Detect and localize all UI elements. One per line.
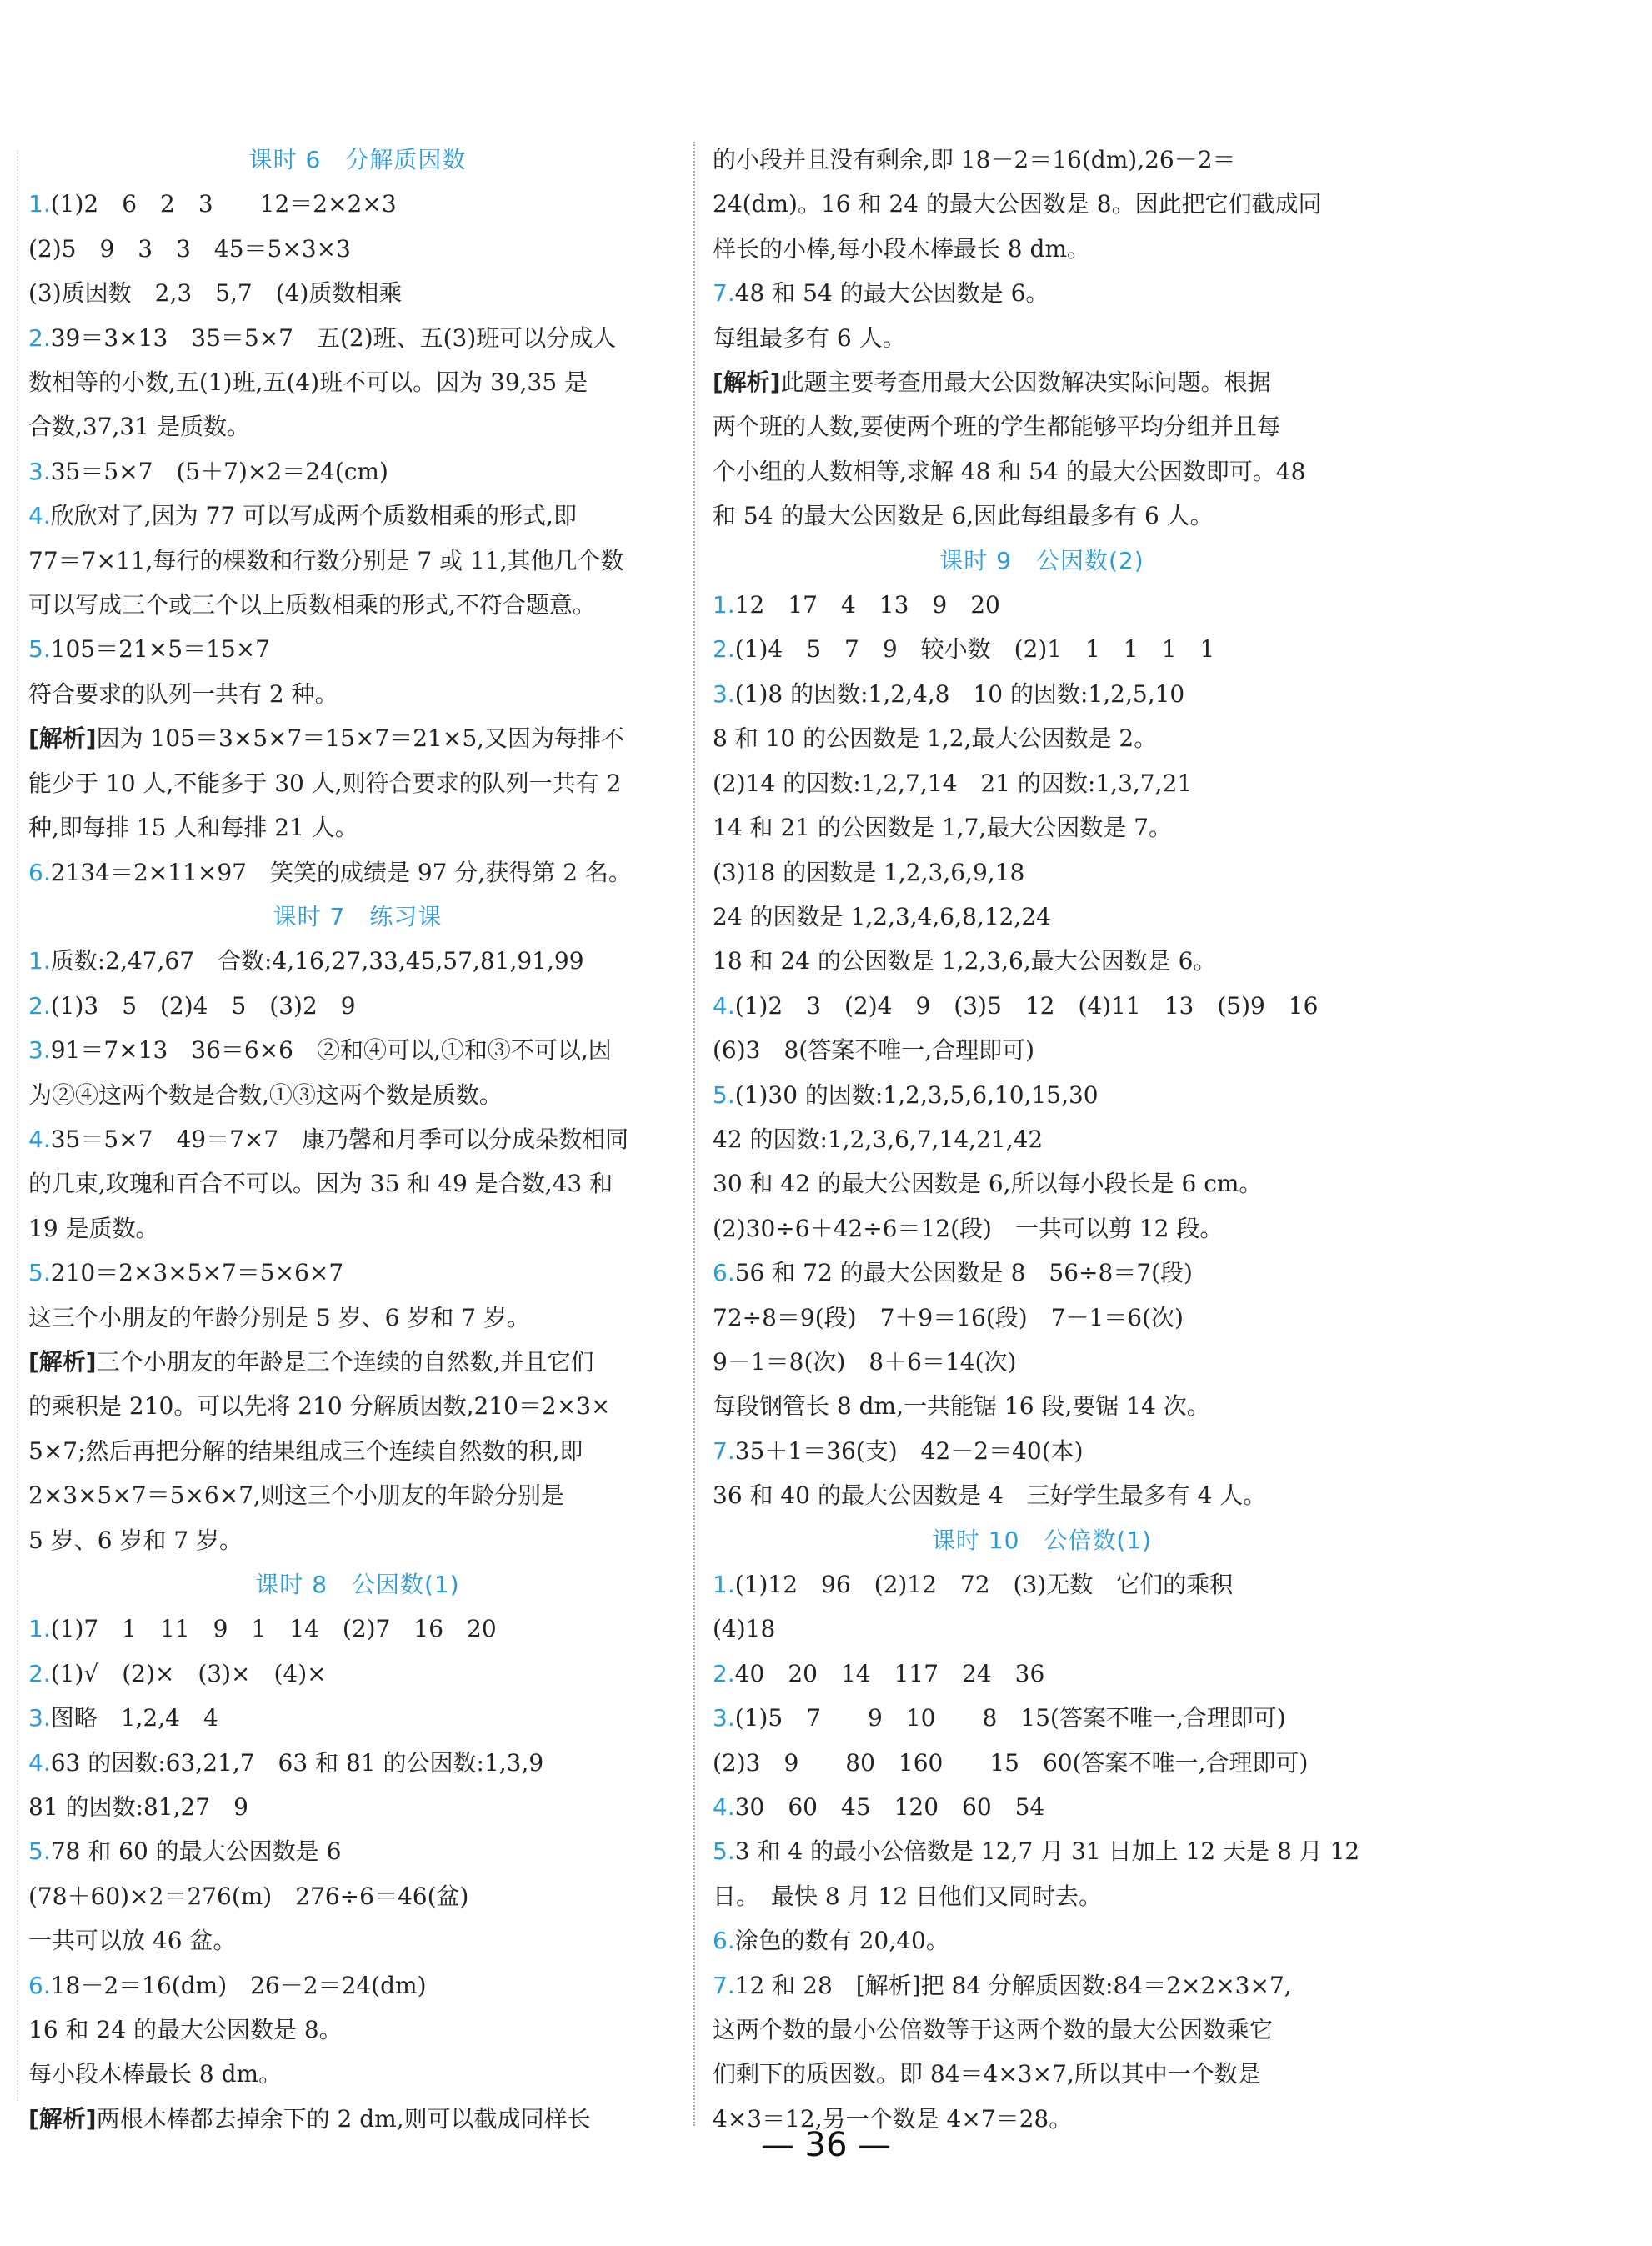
answer-line [713,1251,1371,1295]
answer-text: (1)8 的因数:1,2,4,8 10 的因数:1,2,5,10 [734,679,1185,708]
answer-text: 24(dm)。16 和 24 的最大公因数是 8。因此把它们截成同 [713,190,1322,218]
question-number: 3. [713,1704,735,1732]
answer-line [713,494,1371,538]
answer-text: 18 和 24 的公因数是 1,2,3,6,最大公因数是 6。 [713,947,1217,975]
answer-line [713,1829,1371,1873]
answer-line [713,1785,1371,1829]
answer-line [28,539,687,583]
answer-text: (1)2 6 2 3 12＝2×2×3 [50,190,397,218]
answer-text: (1)12 96 (2)12 72 (3)无数 它们的乘积 [734,1571,1234,1598]
answer-text: 36 和 40 的最大公因数是 4 三好学生最多有 4 人。 [713,1481,1267,1510]
question-number: 2. [28,323,51,352]
lesson-heading [28,138,687,182]
answer-text: (3)质因数 2,3 5,7 (4)质数相乘 [28,279,403,308]
answer-text: 9－1＝8(次) 8＋6＝14(次) [713,1347,1017,1376]
answer-line [28,716,687,760]
answer-line [713,583,1371,627]
answer-line [28,2052,687,2096]
answer-text: (2)3 9 80 160 15 60(答案不唯一,合理即可) [713,1748,1309,1777]
answer-line [28,1206,687,1251]
question-number: 2. [713,635,735,664]
answer-line [713,1384,1371,1428]
answer-text: (1)4 5 7 9 较小数 (2)1 1 1 1 1 [734,635,1215,664]
answer-line [28,1696,687,1740]
answer-text: (78＋60)×2＝276(m) 276÷6＝46(盆) [28,1882,469,1910]
answer-text: 2134＝2×11×97 笑笑的成绩是 97 分,获得第 2 名。 [50,858,632,886]
answer-line [713,1696,1371,1740]
answer-line [28,1874,687,1918]
answer-text: 35＋1＝36(支) 42－2＝40(本) [734,1436,1084,1465]
heading-text: 课时 8 公因数(1) [255,1571,460,1598]
analysis-tag: [解析] [713,368,781,397]
answer-text: (2)14 的因数:1,2,7,14 21 的因数:1,3,7,21 [713,769,1193,797]
answer-text: 一共可以放 46 盆。 [28,1927,237,1955]
answer-text: 30 60 45 120 60 54 [734,1793,1045,1822]
analysis-tag: [解析] [28,2104,97,2133]
answer-line [28,1607,687,1651]
answer-line [713,1296,1371,1340]
answer-text: 每段钢管长 8 dm,一共能锯 16 段,要锯 14 次。 [713,1392,1210,1421]
answer-line [28,1028,687,1072]
answer-line [713,1741,1371,1785]
answer-text: 210＝2×3×5×7＝5×6×7 [50,1259,344,1287]
answer-text: 77＝7×11,每行的棵数和行数分别是 7 或 11,其他几个数 [28,546,624,574]
answer-text: 63 的因数:63,21,7 63 和 81 的公因数:1,3,9 [50,1748,544,1777]
answer-line [28,360,687,404]
answer-line [713,1963,1371,2008]
answer-line [713,1340,1371,1384]
heading-text: 课时 7 练习课 [273,902,443,930]
answer-text: 24 的因数是 1,2,3,4,6,8,12,24 [713,902,1051,930]
answer-line [713,805,1371,850]
answer-text: (2)5 9 3 3 45＝5×3×3 [28,234,351,263]
answer-line [28,1384,687,1428]
answer-line [28,316,687,360]
answer-text: 81 的因数:81,27 9 [28,1793,248,1822]
answer-text: 和 54 的最大公因数是 6,因此每组最多有 6 人。 [713,502,1214,530]
answer-line [28,627,687,671]
question-number: 2. [713,1659,735,1687]
answer-text: 能少于 10 人,不能多于 30 人,则符合要求的队列一共有 2 [28,769,622,797]
answer-text: 48 和 54 的最大公因数是 6。 [734,279,1049,308]
answer-line [713,449,1371,494]
answer-line [713,1073,1371,1117]
answer-text: 35＝5×7 49＝7×7 康乃馨和月季可以分成朵数相同 [50,1125,629,1153]
question-number: 6. [28,1971,51,1999]
answer-line [713,761,1371,805]
answer-text: (1)7 1 11 9 1 14 (2)7 16 20 [50,1615,497,1643]
answer-line [28,672,687,716]
answer-line [28,1963,687,2008]
answer-text: 91＝7×13 36＝6×6 ②和④可以,①和③不可以,因 [50,1036,612,1065]
question-number: 2. [28,1659,51,1687]
answer-line [713,716,1371,760]
answer-line [713,895,1371,939]
answer-line [28,1296,687,1340]
answer-text: 14 和 21 的公因数是 1,7,最大公因数是 7。 [713,814,1173,842]
answer-text: 的小段并且没有剩余,即 18－2＝16(dm),26－2＝ [713,146,1236,173]
answer-line [28,449,687,494]
analysis-tag: [解析] [28,724,97,753]
question-number: 7. [713,279,735,308]
answer-line [28,1429,687,1473]
answer-line [28,404,687,449]
answer-line [28,1340,687,1384]
answer-text: (4)18 [713,1615,776,1643]
answer-text: 图略 1,2,4 4 [50,1704,218,1732]
answer-line [713,182,1371,226]
answer-text: 42 的因数:1,2,3,6,7,14,21,42 [713,1125,1044,1153]
answer-text: 两个班的人数,要使两个班的学生都能够平均分组并且每 [713,413,1280,441]
answer-text: 40 20 14 117 24 36 [734,1659,1045,1687]
heading-text: 课时 10 公倍数(1) [931,1526,1153,1554]
answer-text: (1)2 3 (2)4 9 (3)5 12 (4)11 13 (5)9 16 [734,991,1319,1020]
answer-text: 16 和 24 的最大公因数是 8。 [28,2016,343,2044]
answer-line [28,494,687,538]
question-number: 4. [713,991,735,1020]
answer-line [713,2008,1371,2052]
answer-text: 105＝21×5＝15×7 [50,635,270,664]
answer-line [28,850,687,895]
answer-line [713,939,1371,983]
answer-text: 每组最多有 6 人。 [713,323,906,352]
question-number: 1. [28,190,51,218]
answer-text: (6)3 8(答案不唯一,合理即可) [713,1036,1035,1065]
question-number: 7. [713,1436,735,1465]
question-number: 3. [28,1704,51,1732]
answer-line [713,404,1371,449]
right-column [713,138,1371,2141]
answer-text: (3)18 的因数是 1,2,3,6,9,18 [713,858,1025,886]
answer-text: 可以写成三个或三个以上质数相乘的形式,不符合题意。 [28,591,596,619]
question-number: 3. [28,457,51,485]
answer-line [713,1918,1371,1963]
answer-text: 种,即每排 15 人和每排 21 人。 [28,814,358,842]
answer-text: 的几束,玫瑰和百合不可以。因为 35 和 49 是合数,43 和 [28,1170,613,1198]
answer-line [28,1785,687,1829]
answer-text: (1)30 的因数:1,2,3,5,6,10,15,30 [734,1080,1099,1109]
answer-line [713,1028,1371,1072]
answer-line [713,1429,1371,1473]
answer-text: 为②④这两个数是合数,①③这两个数是质数。 [28,1080,503,1109]
lesson-heading [28,1562,687,1607]
answer-line [713,984,1371,1028]
question-number: 6. [713,1927,735,1955]
question-number: 4. [713,1793,735,1822]
answer-line [28,583,687,627]
answer-text: 们剩下的质因数。即 84＝4×3×7,所以其中一个数是 [713,2060,1261,2088]
answer-line [713,1874,1371,1918]
answer-text: 2×3×5×7＝5×6×7,则这三个小朋友的年龄分别是 [28,1481,564,1510]
answer-text: (1)3 5 (2)4 5 (3)2 9 [50,991,356,1020]
question-number: 1. [713,1571,735,1598]
answer-line [713,627,1371,671]
answer-text: 两根木棒都去掉余下的 2 dm,则可以截成同样长 [96,2104,591,2133]
answer-line [713,1473,1371,1517]
answer-text: 5 岁、6 岁和 7 岁。 [28,1526,243,1554]
answer-line [713,672,1371,716]
answer-text: 5×7;然后再把分解的结果组成三个连续自然数的积,即 [28,1436,583,1465]
left-column [28,138,687,2141]
answer-text: 18－2＝16(dm) 26－2＝24(dm) [50,1971,427,1999]
answer-text: 样长的小棒,每小段木棒最长 8 dm。 [713,234,1090,263]
question-number: 7. [713,1971,735,1999]
answer-text: 30 和 42 的最大公因数是 6,所以每小段长是 6 cm。 [713,1170,1263,1198]
answer-line [28,227,687,271]
answer-text: 合数,37,31 是质数。 [28,413,250,441]
heading-text: 课时 9 公因数(2) [939,546,1144,574]
answer-line [713,316,1371,360]
answer-line [28,2008,687,2052]
answer-line [713,1562,1371,1607]
answer-text: 数相等的小数,五(1)班,五(4)班不可以。因为 39,35 是 [28,368,588,397]
question-number: 4. [28,502,51,530]
answer-line [28,1518,687,1562]
heading-text: 课时 6 分解质因数 [248,146,467,173]
question-number: 1. [28,1615,51,1643]
answer-text: 78 和 60 的最大公因数是 6 [50,1837,342,1866]
answer-text: (1)5 7 9 10 8 15(答案不唯一,合理即可) [734,1704,1286,1732]
lesson-heading [713,1518,1371,1562]
answer-line [28,761,687,805]
answer-line [28,182,687,226]
question-number: 6. [28,858,51,886]
answer-text: 符合要求的队列一共有 2 种。 [28,679,338,708]
question-number: 5. [713,1080,735,1109]
question-number: 4. [28,1748,51,1777]
answer-text: 此题主要考查用最大公因数解决实际问题。根据 [780,368,1271,397]
answer-line [28,984,687,1028]
question-number: 1. [28,947,51,975]
answer-text: (2)30÷6＋42÷6＝12(段) 一共可以剪 12 段。 [713,1214,1224,1242]
answer-text: 涂色的数有 20,40。 [734,1927,949,1955]
answer-text: 72÷8＝9(段) 7＋9＝16(段) 7－1＝6(次) [713,1303,1184,1331]
column-divider [693,142,695,2126]
answer-line [28,1473,687,1517]
answer-text: 这两个数的最小公倍数等于这两个数的最大公因数乘它 [713,2016,1274,2044]
answer-line [28,805,687,850]
answer-line [28,1829,687,1873]
answer-line [713,1161,1371,1206]
question-number: 2. [28,991,51,1020]
answer-line [713,1117,1371,1161]
lesson-heading [713,539,1371,583]
answer-text: 39＝3×13 35＝5×7 五(2)班、五(3)班可以分成人 [50,323,617,352]
question-number: 1. [713,591,735,619]
question-number: 3. [713,679,735,708]
answer-text: 56 和 72 的最大公因数是 8 56÷8＝7(段) [734,1259,1193,1287]
answer-line [713,1607,1371,1651]
answer-text: 因为 105＝3×5×7＝15×7＝21×5,又因为每排不 [96,724,625,753]
answer-line [713,138,1371,182]
answer-text: 质数:2,47,67 合数:4,16,27,33,45,57,81,91,99 [50,947,584,975]
question-number: 6. [713,1259,735,1287]
answer-text: 8 和 10 的公因数是 1,2,最大公因数是 2。 [713,724,1158,753]
question-number: 5. [28,1259,51,1287]
answer-text: 三个小朋友的年龄是三个连续的自然数,并且它们 [96,1347,594,1376]
answer-text: 每小段木棒最长 8 dm。 [28,2060,283,2088]
answer-text: 4×3＝12,另一个数是 4×7＝28。 [713,2104,1073,2133]
question-number: 5. [713,1837,735,1866]
answer-line [28,1117,687,1161]
answer-line [28,271,687,315]
answer-line [713,1652,1371,1696]
question-number: 5. [28,1837,51,1866]
answer-line [713,227,1371,271]
answer-text: 35＝5×7 (5＋7)×2＝24(cm) [50,457,388,485]
answer-line [28,1251,687,1295]
answer-text: (1)√ (2)× (3)× (4)× [50,1659,327,1687]
answer-line [28,939,687,983]
answer-text: 个小组的人数相等,求解 48 和 54 的最大公因数即可。48 [713,457,1306,485]
answer-line [713,360,1371,404]
answer-text: 日。 最快 8 月 12 日他们又同时去。 [713,1882,1103,1910]
question-number: 4. [28,1125,51,1153]
answer-line [713,2052,1371,2096]
analysis-tag: [解析] [28,1347,97,1376]
answer-line [28,1918,687,1963]
answer-line [28,1161,687,1206]
answer-line [713,1206,1371,1251]
answer-text: 欣欣对了,因为 77 可以写成两个质数相乘的形式,即 [50,502,577,530]
answer-line [28,1741,687,1785]
answer-text: 12 17 4 13 9 20 [734,591,1000,619]
page-number: — 36 — [760,2126,892,2164]
answer-text: 19 是质数。 [28,1214,159,1242]
answer-line [28,1073,687,1117]
left-margin-rule [17,150,20,2101]
answer-line [713,850,1371,895]
answer-text: 12 和 28 [解析]把 84 分解质因数:84＝2×2×3×7, [734,1971,1292,1999]
answer-line [713,271,1371,315]
answer-text: 3 和 4 的最小公倍数是 12,7 月 31 日加上 12 天是 8 月 12 [734,1837,1360,1866]
answer-line [28,1652,687,1696]
question-number: 3. [28,1036,51,1065]
question-number: 5. [28,635,51,664]
answer-text: 的乘积是 210。可以先将 210 分解质因数,210＝2×3× [28,1392,611,1421]
answer-text: 这三个小朋友的年龄分别是 5 岁、6 岁和 7 岁。 [28,1303,530,1331]
lesson-heading [28,895,687,939]
